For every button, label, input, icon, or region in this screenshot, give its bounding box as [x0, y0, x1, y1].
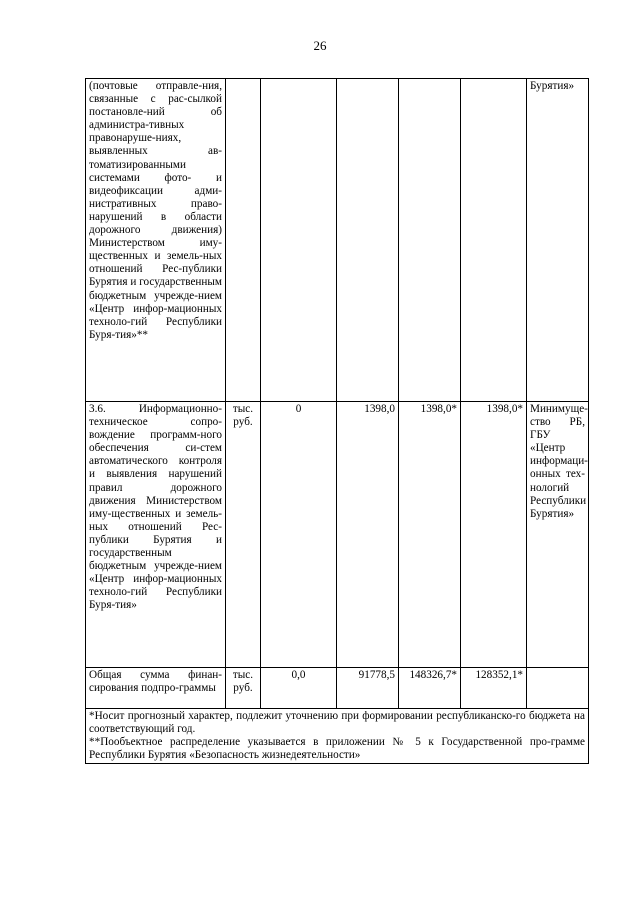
- row-value-3: [399, 79, 461, 402]
- total-value-3: 148326,7*: [399, 668, 461, 709]
- footnote-forecast: *Носит прогнозный характер, подлежит уточнению при формировании республиканско-го бюджета на соответствующий год.: [89, 710, 585, 736]
- row-value-3: 1398,0*: [399, 402, 461, 668]
- row-unit: тыс. руб.: [226, 402, 261, 668]
- total-executor: [527, 668, 589, 709]
- row-value-2: [337, 79, 399, 402]
- notes-row: [86, 709, 589, 764]
- footnote-distribution: **Пообъектное распределение указывается в приложении № 5 к Государственной про-грамме Республики Бурятия «Безопасность жизнедеятельности»: [89, 736, 585, 762]
- total-unit: тыс. руб.: [226, 668, 261, 709]
- row-description: (почтовые отправле-ния, связанные с рас-сылкой постановле-ний об администра-тивных правонаруше-ниях, выявленных ав-томатизированными системами фото- и видеофиксации адми-нистративных право-нарушений в области дорожного движения) Министерством иму-щественных и земель-ных отношений Рес-публики Бурятия и государственным бюджетным учрежде-нием «Центр инфор-мационных техноло-гий Республики Буря-тия»**: [86, 79, 226, 402]
- row-description: 3.6. Информационно-техническое сопро-вождение программ-ного обеспечения си-стем автоматического контроля и выявления нарушений правил дорожного движения Министерством иму-щественных и земель-ных отношений Рес-публики Бурятия и государственным бюджетным учрежде-нием «Центр инфор-мационных техноло-гий Республики Буря-тия»: [86, 402, 226, 668]
- row-value-2: 1398,0: [337, 402, 399, 668]
- total-value-1: 0,0: [261, 668, 337, 709]
- row-value-4: [461, 79, 527, 402]
- table-row: [86, 402, 589, 668]
- table-row: [86, 79, 589, 402]
- total-description: Общая сумма финан-сирования подпро-граммы: [86, 668, 226, 709]
- row-executor: Минимуще-ство РБ, ГБУ «Центр информаци-онных тех-нологий Республики Бурятия»: [527, 402, 589, 668]
- notes-cell: [86, 709, 589, 764]
- total-value-4: 128352,1*: [461, 668, 527, 709]
- row-value-1: [261, 79, 337, 402]
- page-number: 26: [313, 38, 327, 53]
- row-executor: Бурятия»: [527, 79, 589, 402]
- row-value-1: 0: [261, 402, 337, 668]
- row-unit: [226, 79, 261, 402]
- total-value-2: 91778,5: [337, 668, 399, 709]
- table-row-total: [86, 668, 589, 709]
- row-value-4: 1398,0*: [461, 402, 527, 668]
- financing-table: [85, 78, 589, 764]
